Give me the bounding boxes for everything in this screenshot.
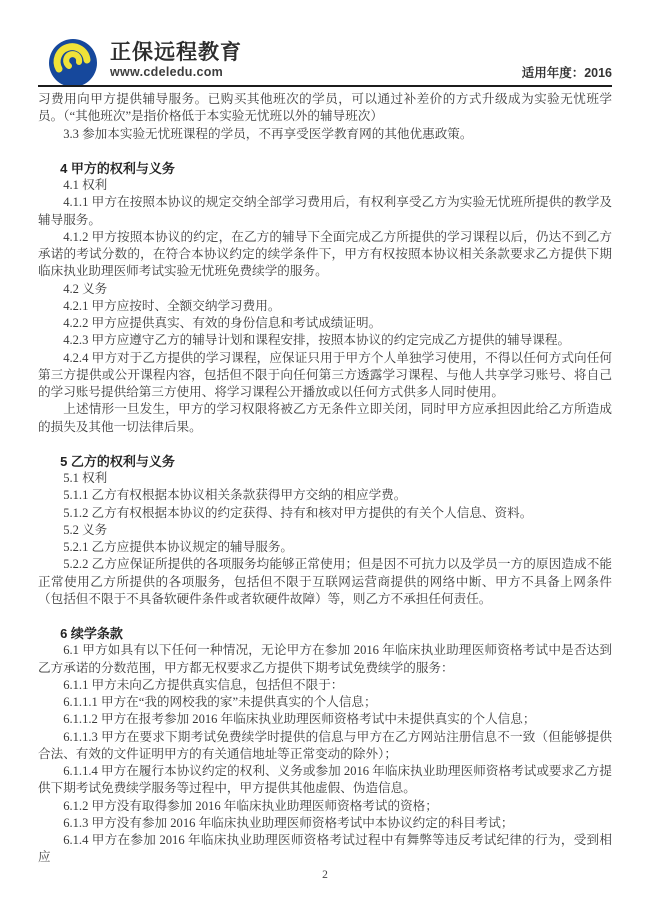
brand-name: 正保远程教育 bbox=[110, 41, 242, 64]
brand-block bbox=[110, 40, 242, 80]
applicable-year-label: 适用年度：2016 bbox=[521, 66, 612, 80]
paragraph: 6.1.1 甲方未向乙方提供真实信息，包括但不限于： bbox=[63, 677, 344, 692]
paragraph: 6.1.1.3 甲方在要求下期考试免费续学时提供的信息与甲方在乙方网站注册信息不一致（但能够提供合法、有效的文件证明甲方的有关通信地址等正常变动的除外）； bbox=[38, 729, 612, 761]
paragraph: 4.2.3 甲方应遵守乙方的辅导计划和课程安排，按照本协议的约定完成乙方提供的辅导课程。 bbox=[63, 333, 571, 348]
paragraph: 4.2.4 甲方对于乙方提供的学习课程，应保证只用于甲方个人单独学习使用，不得以任何方式向任何第三方提供或公开课程内容，包括但不限于向任何第三方透露学习课程、与他人共享学习账号、将自己的学习账号提供给第三方使用、将学习课程公开播放或以任何方式供多人同时使用。 bbox=[38, 350, 612, 399]
paragraph: 4.1 权利 bbox=[63, 178, 108, 192]
header-divider bbox=[38, 85, 612, 87]
paragraph: 6.1.1.2 甲方在报考参加 2016 年临床执业助理医师资格考试中未提供真实的个人信息； bbox=[63, 712, 536, 727]
paragraph: 6.1 甲方如具有以下任何一种情况，无论甲方在参加 2016 年临床执业助理医师资格考试中是否达到乙方承诺的分数范围，甲方都无权要求乙方提供下期考试免费续学的服务： bbox=[38, 643, 612, 675]
paragraph: 6.1.4 甲方在参加 2016 年临床执业助理医师资格考试过程中有舞弊等违反考试纪律的行为，受到相应 bbox=[38, 833, 612, 865]
brand-url: www.cdeledu.com bbox=[110, 65, 224, 79]
paragraph: 5.1.2 乙方有权根据本协议的约定获得、持有和核对甲方提供的有关个人信息、资料。 bbox=[63, 505, 533, 520]
paragraph: 3.3 参加本实验无忧班课程的学员，不再享受医学教育网的其他优惠政策。 bbox=[63, 126, 473, 141]
paragraph: 4.1.2 甲方按照本协议的约定，在乙方的辅导下全面完成乙方所提供的学习课程以后，仍达不到乙方承诺的考试分数的，在符合本协议约定的续学条件下，甲方有权按照本协议相关条款要求乙方提供下期临床执业助理医师考试实验无忧班免费续学的服务。 bbox=[38, 229, 612, 279]
document-body bbox=[38, 91, 612, 867]
page-number: 2 bbox=[322, 869, 328, 881]
paragraph: 6.1.1.4 甲方在履行本协议约定的权利、义务或参加 2016 年临床执业助理医师资格考试或要求乙方提供下期考试免费续学服务等过程中，甲方提供其他虚假、伪造信息。 bbox=[38, 764, 612, 796]
paragraph: 5.2.1 乙方应提供本协议规定的辅导服务。 bbox=[63, 540, 294, 554]
paragraph: 6.1.1.1 甲方在“我的网校我的家”未提供真实的个人信息； bbox=[63, 695, 377, 709]
paragraph: 4.2.2 甲方应提供真实、有效的身份信息和考试成绩证明。 bbox=[63, 316, 382, 330]
paragraph: 4.1.1 甲方在按照本协议的规定交纳全部学习费用后，有权利享受乙方为实验无忧班所提供的教学及辅导服务。 bbox=[38, 195, 612, 227]
paragraph: 5.1.1 乙方有权根据本协议相关条款获得甲方交纳的相应学费。 bbox=[63, 488, 407, 503]
paragraph: 上述情形一旦发生，甲方的学习权限将被乙方无条件立即关闭，同时甲方应承担因此给乙方所造成的损失及其他一切法律后果。 bbox=[38, 402, 612, 434]
paragraph: 4.2.1 甲方应按时、全额交纳学习费用。 bbox=[63, 298, 281, 313]
paragraph: 6.1.2 甲方没有取得参加 2016 年临床执业助理医师资格考试的资格； bbox=[63, 798, 438, 813]
paragraph: 5.2.2 乙方应保证所提供的各项服务均能够正常使用；但是因不可抗力以及学员一方的原因造成不能正常使用乙方所提供的各项服务，包括但不限于互联网运营商提供的网络中断、甲方不具备上网条件（包括但不限于不具备软硬件条件或者软硬件故障）等，则乙方不承担任何责任。 bbox=[38, 557, 612, 606]
paragraph: 习费用向甲方提供辅导服务。已购买其他班次的学员，可以通过补差价的方式升级成为实验无忧班学员。（“其他班次”是指价格低于本实验无忧班以外的辅导班次） bbox=[38, 92, 612, 124]
section-heading: 5 乙方的权利与义务 bbox=[60, 453, 175, 469]
paragraph: 4.2 义务 bbox=[63, 281, 108, 296]
paragraph: 6.1.3 甲方没有参加 2016 年临床执业助理医师资格考试中本协议约定的科目考试； bbox=[63, 815, 514, 830]
brand-logo-icon bbox=[48, 38, 98, 88]
section-heading: 4 甲方的权利与义务 bbox=[60, 160, 175, 176]
section-heading: 6 续学条款 bbox=[60, 626, 123, 641]
paragraph: 5.1 权利 bbox=[63, 471, 108, 485]
paragraph: 5.2 义务 bbox=[63, 522, 108, 537]
